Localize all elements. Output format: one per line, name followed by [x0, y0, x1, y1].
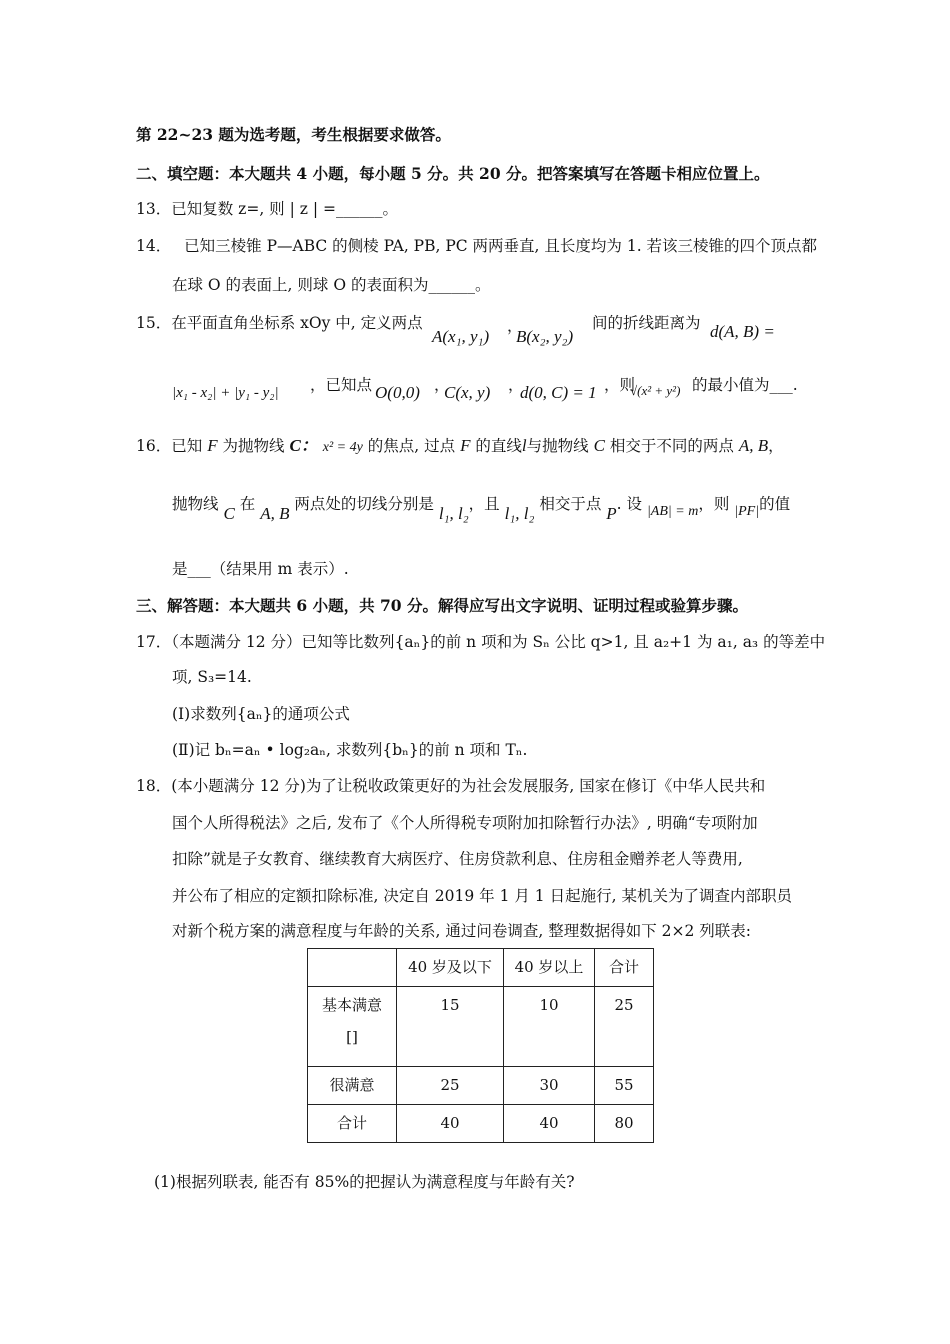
question-text: 抛物线 [172, 495, 219, 513]
question-text: 已知三棱锥 P—ABC 的侧棱 PA, PB, PC 两两垂直, 且长度均为 1. 若该三棱锥的四个顶点都 [184, 237, 818, 255]
question-text: 的直线 [475, 437, 522, 455]
question-text: 与抛物线 [526, 437, 589, 455]
question-text: 的最小值为___. [692, 376, 798, 394]
question-text: 相交于不同的两点 [609, 437, 734, 455]
question-number: 14． [136, 237, 172, 255]
question-number: 16． [136, 437, 172, 455]
table-cell: 25 [397, 1067, 504, 1105]
question-text: 已知 [171, 437, 203, 455]
question-14 [136, 236, 817, 256]
table-header: 40 岁及以下 [397, 949, 504, 987]
point-c: C(x, y) [444, 383, 491, 402]
question-16 [136, 436, 784, 458]
question-17 [136, 632, 825, 652]
separator: ， [434, 376, 450, 394]
question-18-line-3: 扣除”就是子女教育、继续教育大病医疗、住房贷款利息、住房租金赠养老人等费用, [172, 850, 743, 868]
question-14-line-2: 在球 O 的表面上, 则球 O 的表面积为______。 [172, 276, 491, 294]
segment-pf: |PF| [734, 504, 760, 519]
section-3-heading: 三、解答题：本大题共 6 小题，共 70 分。解得应写出文字说明、证明过程或验算步骤。 [136, 596, 748, 615]
point-o: O(0,0) [375, 383, 420, 402]
table-cell: 40 [397, 1105, 504, 1143]
question-18-line-2: 国个人所得税法》之后, 发布了《个人所得税专项附加扣除暂行办法》, 明确“专项附加 [172, 814, 758, 832]
row-label-note: [] [346, 1028, 358, 1046]
question-text: 相交于点 [539, 495, 602, 513]
question-text: 为抛物线 [222, 437, 285, 455]
row-label-text: 基本满意 [321, 996, 382, 1014]
point-b: B(x₂, y₂) [516, 327, 574, 346]
distance-formula: |x₁ - x₂| + |y₁ - y₂| [172, 385, 279, 401]
table-header: 40 岁以上 [504, 949, 595, 987]
distance-condition: d(0, C) = 1 [520, 383, 597, 402]
question-text: 的焦点, 过点 [367, 437, 456, 455]
line-l: l [521, 436, 527, 455]
question-number: 15． [136, 314, 172, 332]
points-ab: A, B [738, 436, 769, 455]
chord-length: |AB| = m [646, 504, 699, 519]
question-text: ，且 [468, 495, 500, 513]
tangent-lines: l₁, l₂ [438, 504, 469, 523]
question-text: 间的折线距离为 [592, 314, 701, 332]
question-text: ，则 [698, 495, 730, 513]
question-text: （本题满分 12 分）已知等比数列{aₙ}的前 n 项和为 Sₙ 公比 q>1, 且 a₂+1 为 a₁, a₃ 的等差中 [171, 633, 826, 651]
table-cell: 55 [595, 1067, 654, 1105]
question-number: 18． [136, 777, 172, 795]
question-text: ，则 [604, 376, 636, 394]
question-number: 17． [136, 633, 172, 651]
question-18-part-1: (1)根据列联表, 能否有 85%的把握认为满意程度与年龄有关? [154, 1173, 575, 1191]
focus-f: F [460, 436, 471, 455]
question-13 [136, 199, 398, 219]
separator: ， [507, 317, 523, 335]
question-18-line-4: 并公布了相应的定额扣除标准, 决定自 2019 年 1 月 1 日起施行, 某机关为了调查内部职员 [172, 887, 792, 905]
question-18 [136, 776, 765, 796]
question-text: 的值 [759, 495, 791, 513]
separator: ， [508, 376, 524, 394]
question-text: (本小题满分 12 分)为了让税收政策更好的为社会发展服务, 国家在修订《中华人民共和 [171, 777, 766, 795]
tangent-lines: l₁, l₂ [504, 504, 535, 523]
question-16-line-2 [172, 494, 791, 523]
table-cell: 30 [504, 1067, 595, 1105]
question-text: . 设 [616, 495, 643, 513]
parabola-c: C [593, 436, 605, 455]
point-p: P [606, 504, 617, 523]
question-text: 在 [239, 495, 256, 513]
table-cell: 80 [595, 1105, 654, 1143]
contingency-table [307, 948, 654, 1143]
parabola-c: C： [289, 436, 318, 455]
question-text: 在平面直角坐标系 xOy 中, 定义两点 [171, 314, 423, 332]
question-17-part-1: (I)求数列{aₙ}的通项公式 [172, 705, 350, 723]
question-number: 13． [136, 200, 172, 218]
question-text: ，已知点 [310, 376, 373, 394]
parabola-c: C [223, 504, 235, 523]
question-text: 已知复数 z=, 则 | z | =______。 [171, 200, 398, 218]
table-cell: 10 [504, 987, 595, 1067]
question-17-line-2: 项, S₃=14. [172, 668, 252, 686]
focus-f: F [207, 436, 218, 455]
row-label: 合计 [308, 1105, 397, 1143]
optional-note: 第 22~23 题为选考题，考生根据要求做答。 [136, 125, 451, 144]
section-2-heading: 二、填空题：本大题共 4 小题，每小题 5 分。共 20 分。把答案填写在答题卡相应位置上。 [136, 164, 770, 183]
table-header: 合计 [595, 949, 654, 987]
separator: ， [768, 437, 784, 455]
parabola-equation: x² = 4y [322, 440, 363, 455]
table-cell: 40 [504, 1105, 595, 1143]
question-16-line-3: 是___（结果用 m 表示）. [172, 560, 349, 578]
distance-def: d(A, B) = [710, 322, 775, 341]
table-cell: 25 [595, 987, 654, 1067]
question-15 [136, 313, 423, 333]
question-18-line-5: 对新个税方案的满意程度与年龄的关系, 通过问卷调查, 整理数据得如下 2×2 列联表: [172, 922, 751, 940]
table-header [308, 949, 397, 987]
table-cell: 15 [397, 987, 504, 1067]
sqrt-expression: √(x² + y²) [630, 383, 681, 398]
question-17-part-2: (Ⅱ)记 bₙ=aₙ • log₂aₙ, 求数列{bₙ}的前 n 项和 Tₙ. [172, 741, 528, 759]
row-label [308, 987, 397, 1067]
question-text: 两点处的切线分别是 [294, 495, 434, 513]
row-label: 很满意 [308, 1067, 397, 1105]
point-a: A(x₁, y₁) [432, 327, 490, 346]
points-ab: A, B [260, 504, 290, 523]
